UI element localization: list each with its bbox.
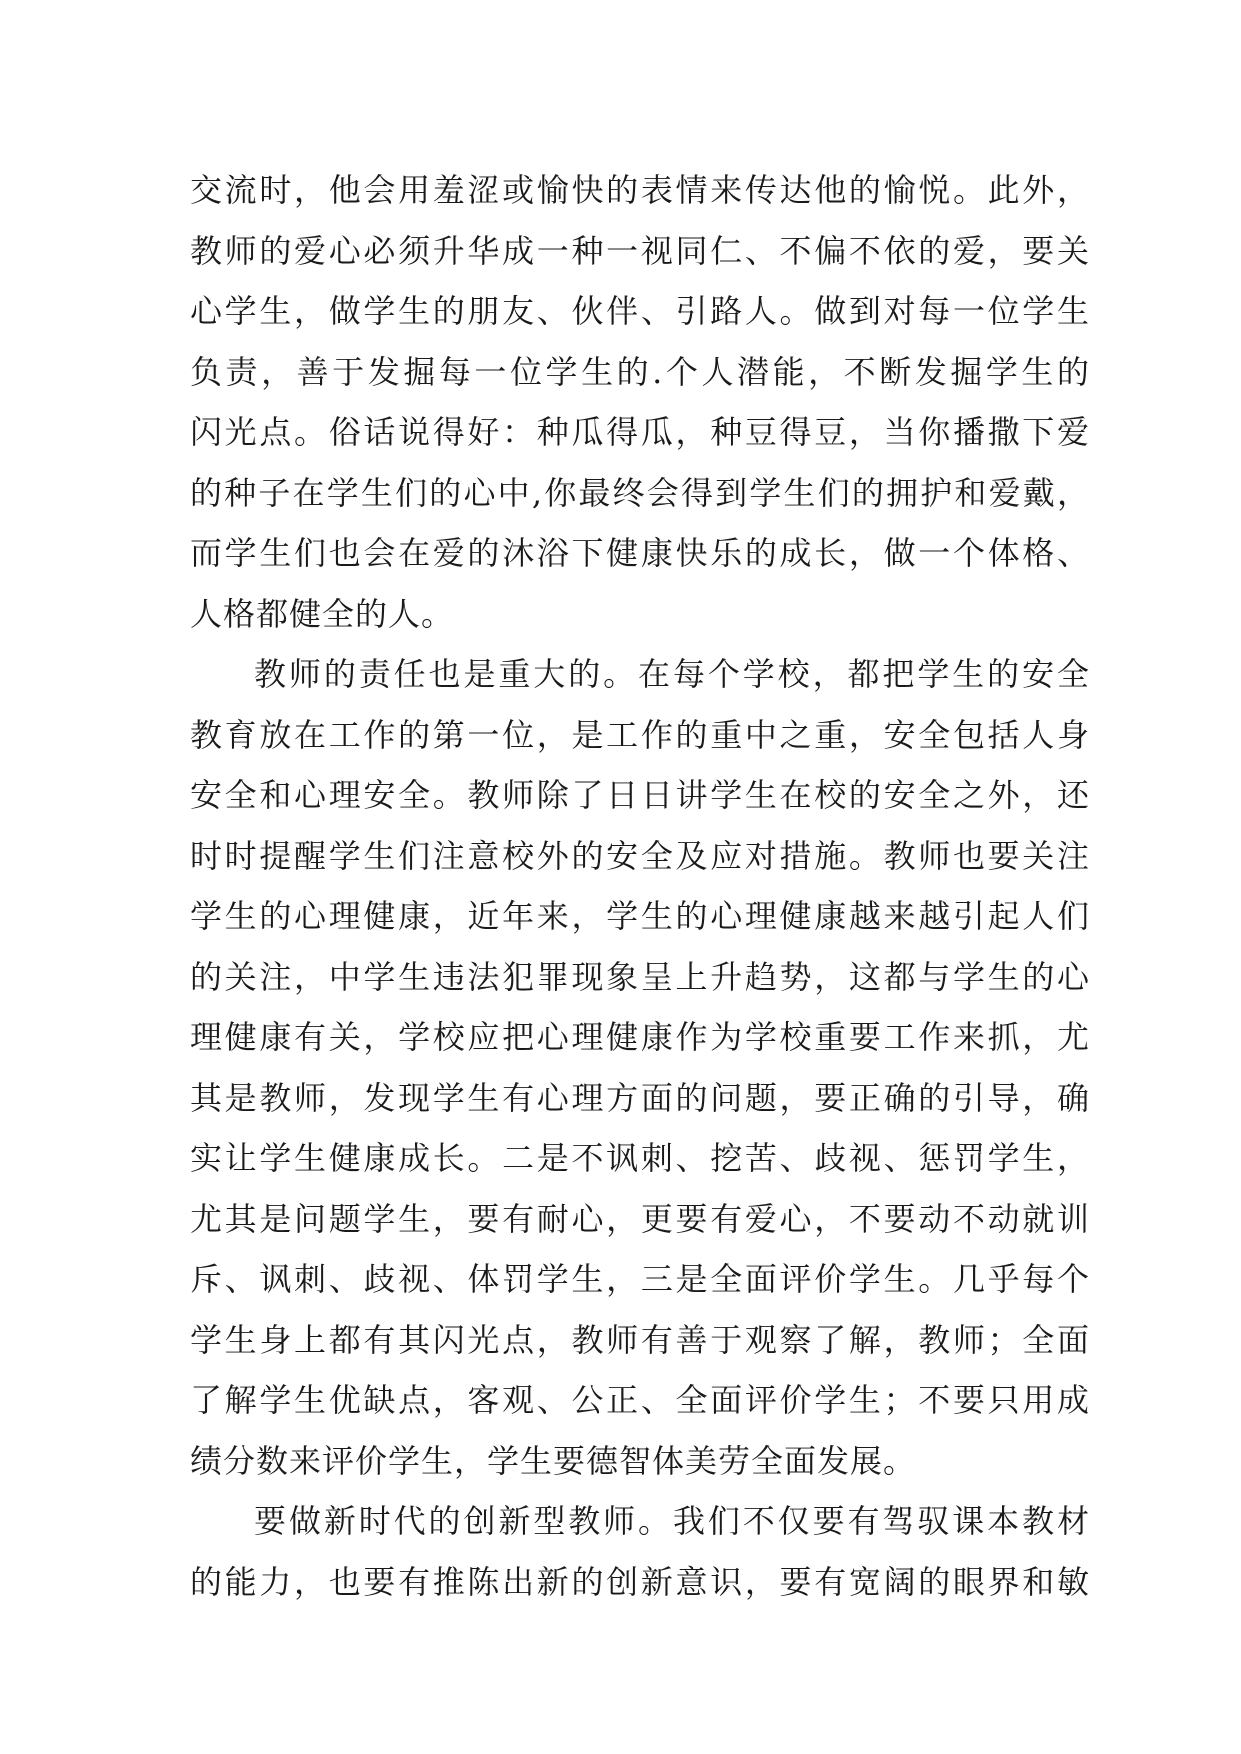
text-line: 人格都健全的人。 [190, 594, 455, 633]
paragraph [190, 1491, 1090, 1612]
text-line: 尤其是问题学生，要有耐心，更要有爱心，不要动不动就训 [190, 1199, 1090, 1238]
text-line: 绩分数来评价学生，学生要德智体美劳全面发展。 [190, 1441, 917, 1480]
text-line: 闪光点。俗话说得好：种瓜得瓜，种豆得豆，当你播撒下爱 [190, 413, 1090, 451]
paragraph [190, 160, 1090, 644]
paragraph [190, 644, 1090, 1491]
text-line: 教师的爱心必须升华成一种一视同仁、不偏不依的爱，要关 [190, 231, 1090, 270]
text-line: 教师的责任也是重大的。在每个学校，都把学生的安全 [254, 655, 1090, 693]
text-line: 要做新时代的创新型教师。我们不仅要有驾驭课本教材 [254, 1502, 1090, 1540]
text-line: 而学生们也会在爱的沐浴下健康快乐的成长，做一个体格、 [190, 534, 1090, 572]
text-line: 的种子在学生们的心中,你最终会得到学生们的拥护和爱戴， [190, 473, 1090, 512]
text-line: 理健康有关，学校应把心理健康作为学校重要工作来抓，尤 [190, 1018, 1090, 1056]
text-line: 交流时，他会用羞涩或愉快的表情来传达他的愉悦。此外， [190, 171, 1090, 209]
text-line: 斥、讽刺、歧视、体罚学生，三是全面评价学生。几乎每个 [190, 1260, 1090, 1298]
text-line: 学生的心理健康，近年来，学生的心理健康越来越引起人们 [190, 897, 1090, 935]
text-line: 心学生，做学生的朋友、伙伴、引路人。做到对每一位学生 [190, 292, 1090, 330]
body-text [190, 160, 1090, 1612]
text-line: 学生身上都有其闪光点，教师有善于观察了解，教师；全面 [190, 1320, 1090, 1359]
text-line: 教育放在工作的第一位，是工作的重中之重，安全包括人身 [190, 715, 1090, 754]
text-line: 其是教师，发现学生有心理方面的问题，要正确的引导，确 [190, 1078, 1090, 1117]
text-line: 负责，善于发掘每一位学生的.个人潜能，不断发掘学生的 [190, 352, 1090, 391]
text-line: 的能力，也要有推陈出新的创新意识，要有宽阔的眼界和敏 [190, 1562, 1090, 1601]
text-line: 时时提醒学生们注意校外的安全及应对措施。教师也要关注 [190, 836, 1090, 875]
text-line: 安全和心理安全。教师除了日日讲学生在校的安全之外，还 [190, 776, 1090, 814]
text-line: 实让学生健康成长。二是不讽刺、挖苦、歧视、惩罚学生， [190, 1139, 1090, 1177]
text-line: 的关注，中学生违法犯罪现象呈上升趋势，这都与学生的心 [190, 957, 1090, 996]
text-line: 了解学生优缺点，客观、公正、全面评价学生；不要只用成 [190, 1381, 1090, 1419]
